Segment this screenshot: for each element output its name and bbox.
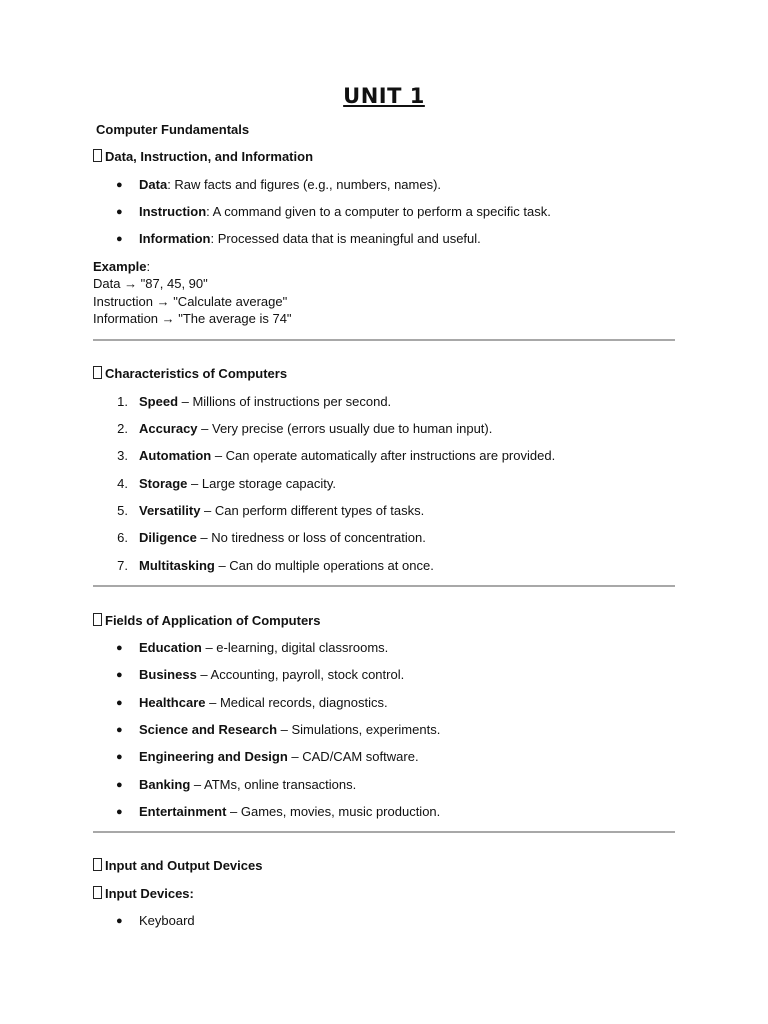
- bullet-icon: ●: [116, 806, 123, 818]
- definition: – Simulations, experiments.: [277, 722, 441, 737]
- term: Engineering and Design: [139, 749, 288, 764]
- missing-glyph-icon: [93, 366, 102, 379]
- term: Versatility: [139, 503, 201, 518]
- bullet-icon: ●: [116, 751, 123, 763]
- horizontal-rule: [93, 831, 675, 833]
- definition: – Can perform different types of tasks.: [200, 503, 425, 518]
- subsection-heading-input-devices: [93, 885, 194, 903]
- section-heading-fields-of-application: [93, 612, 320, 630]
- list-item: [139, 447, 555, 465]
- list-number: 5.: [117, 503, 128, 518]
- term: Multitasking: [139, 558, 215, 573]
- bullet-icon: ●: [116, 206, 123, 218]
- list-item: [139, 803, 440, 821]
- list-item: [139, 176, 441, 194]
- section-heading-text: Characteristics of Computers: [105, 366, 288, 381]
- term: Entertainment: [139, 804, 227, 819]
- definition: – Can operate automatically after instructions are provided.: [211, 448, 556, 463]
- section-heading-input-output-devices: [93, 857, 262, 875]
- list-item: [139, 721, 440, 739]
- example-line: Data → "87, 45, 90": [93, 276, 208, 291]
- definition: – Accounting, payroll, stock control.: [196, 667, 405, 682]
- list-item: [139, 557, 434, 575]
- term: Instruction: [139, 204, 207, 219]
- list-item: [139, 748, 419, 766]
- term: Speed: [139, 394, 179, 409]
- list-number: 7.: [117, 558, 128, 573]
- term: Education: [139, 640, 202, 655]
- example-line: Instruction → "Calculate average": [93, 294, 288, 309]
- example-colon: :: [146, 259, 151, 274]
- list-number: 3.: [117, 448, 128, 463]
- missing-glyph-icon: [93, 613, 102, 626]
- section-heading-text: Fields of Application of Computers: [105, 613, 321, 628]
- bullet-icon: ●: [116, 779, 123, 791]
- definition: – No tiredness or loss of concentration.: [196, 530, 426, 545]
- definition: – ATMs, online transactions.: [190, 777, 357, 792]
- term: Business: [139, 667, 197, 682]
- definition: – e-learning, digital classrooms.: [201, 640, 389, 655]
- list-item: [139, 694, 388, 712]
- list-item: [139, 502, 424, 520]
- bullet-icon: ●: [116, 233, 123, 245]
- list-item: [139, 475, 336, 493]
- section-heading-text: Data, Instruction, and Information: [105, 149, 314, 164]
- definition: : Processed data that is meaningful and useful.: [210, 231, 481, 246]
- missing-glyph-icon: [93, 858, 102, 871]
- term: Healthcare: [139, 695, 206, 710]
- definition: – Millions of instructions per second.: [178, 394, 392, 409]
- section-heading-text: Input and Output Devices: [105, 858, 263, 873]
- definition: – CAD/CAM software.: [287, 749, 419, 764]
- list-number: 2.: [117, 421, 128, 436]
- list-item: Keyboard: [139, 913, 195, 928]
- bullet-icon: ●: [116, 724, 123, 736]
- page-title: UNIT 1: [343, 84, 425, 108]
- term: Data: [139, 177, 168, 192]
- list-number: 4.: [117, 476, 128, 491]
- example-line: Information → "The average is 74": [93, 311, 292, 326]
- definition: – Medical records, diagnostics.: [205, 695, 388, 710]
- term: Information: [139, 231, 211, 246]
- missing-glyph-icon: [93, 886, 102, 899]
- bullet-icon: ●: [116, 669, 123, 681]
- definition: – Can do multiple operations at once.: [214, 558, 434, 573]
- list-number: 1.: [117, 394, 128, 409]
- term: Storage: [139, 476, 188, 491]
- example-label: [93, 258, 150, 276]
- list-item: [139, 639, 388, 657]
- missing-glyph-icon: [93, 149, 102, 162]
- term: Science and Research: [139, 722, 278, 737]
- section-heading-data-instruction-information: [93, 148, 313, 166]
- definition: : A command given to a computer to perform a specific task.: [206, 204, 551, 219]
- definition: – Games, movies, music production.: [226, 804, 441, 819]
- document-subtitle: Computer Fundamentals: [96, 122, 250, 137]
- list-number: 6.: [117, 530, 128, 545]
- list-item: [139, 529, 426, 547]
- list-item: [139, 666, 404, 684]
- bullet-icon: ●: [116, 642, 123, 654]
- bullet-icon: ●: [116, 697, 123, 709]
- term: Banking: [139, 777, 191, 792]
- term: Accuracy: [139, 421, 198, 436]
- example-label-text: Example: [93, 259, 147, 274]
- subsection-heading-text: Input Devices:: [105, 886, 194, 901]
- definition: – Large storage capacity.: [187, 476, 337, 491]
- term: Automation: [139, 448, 212, 463]
- definition: : Raw facts and figures (e.g., numbers, names).: [167, 177, 442, 192]
- term: Diligence: [139, 530, 197, 545]
- bullet-icon: ●: [116, 915, 123, 927]
- horizontal-rule: [93, 339, 675, 341]
- list-item: [139, 776, 356, 794]
- definition: – Very precise (errors usually due to human input).: [197, 421, 493, 436]
- section-heading-characteristics: [93, 365, 287, 383]
- list-item: [139, 420, 492, 438]
- list-item: [139, 203, 551, 221]
- list-item: [139, 393, 391, 411]
- list-item: [139, 230, 481, 248]
- bullet-icon: ●: [116, 179, 123, 191]
- horizontal-rule: [93, 585, 675, 587]
